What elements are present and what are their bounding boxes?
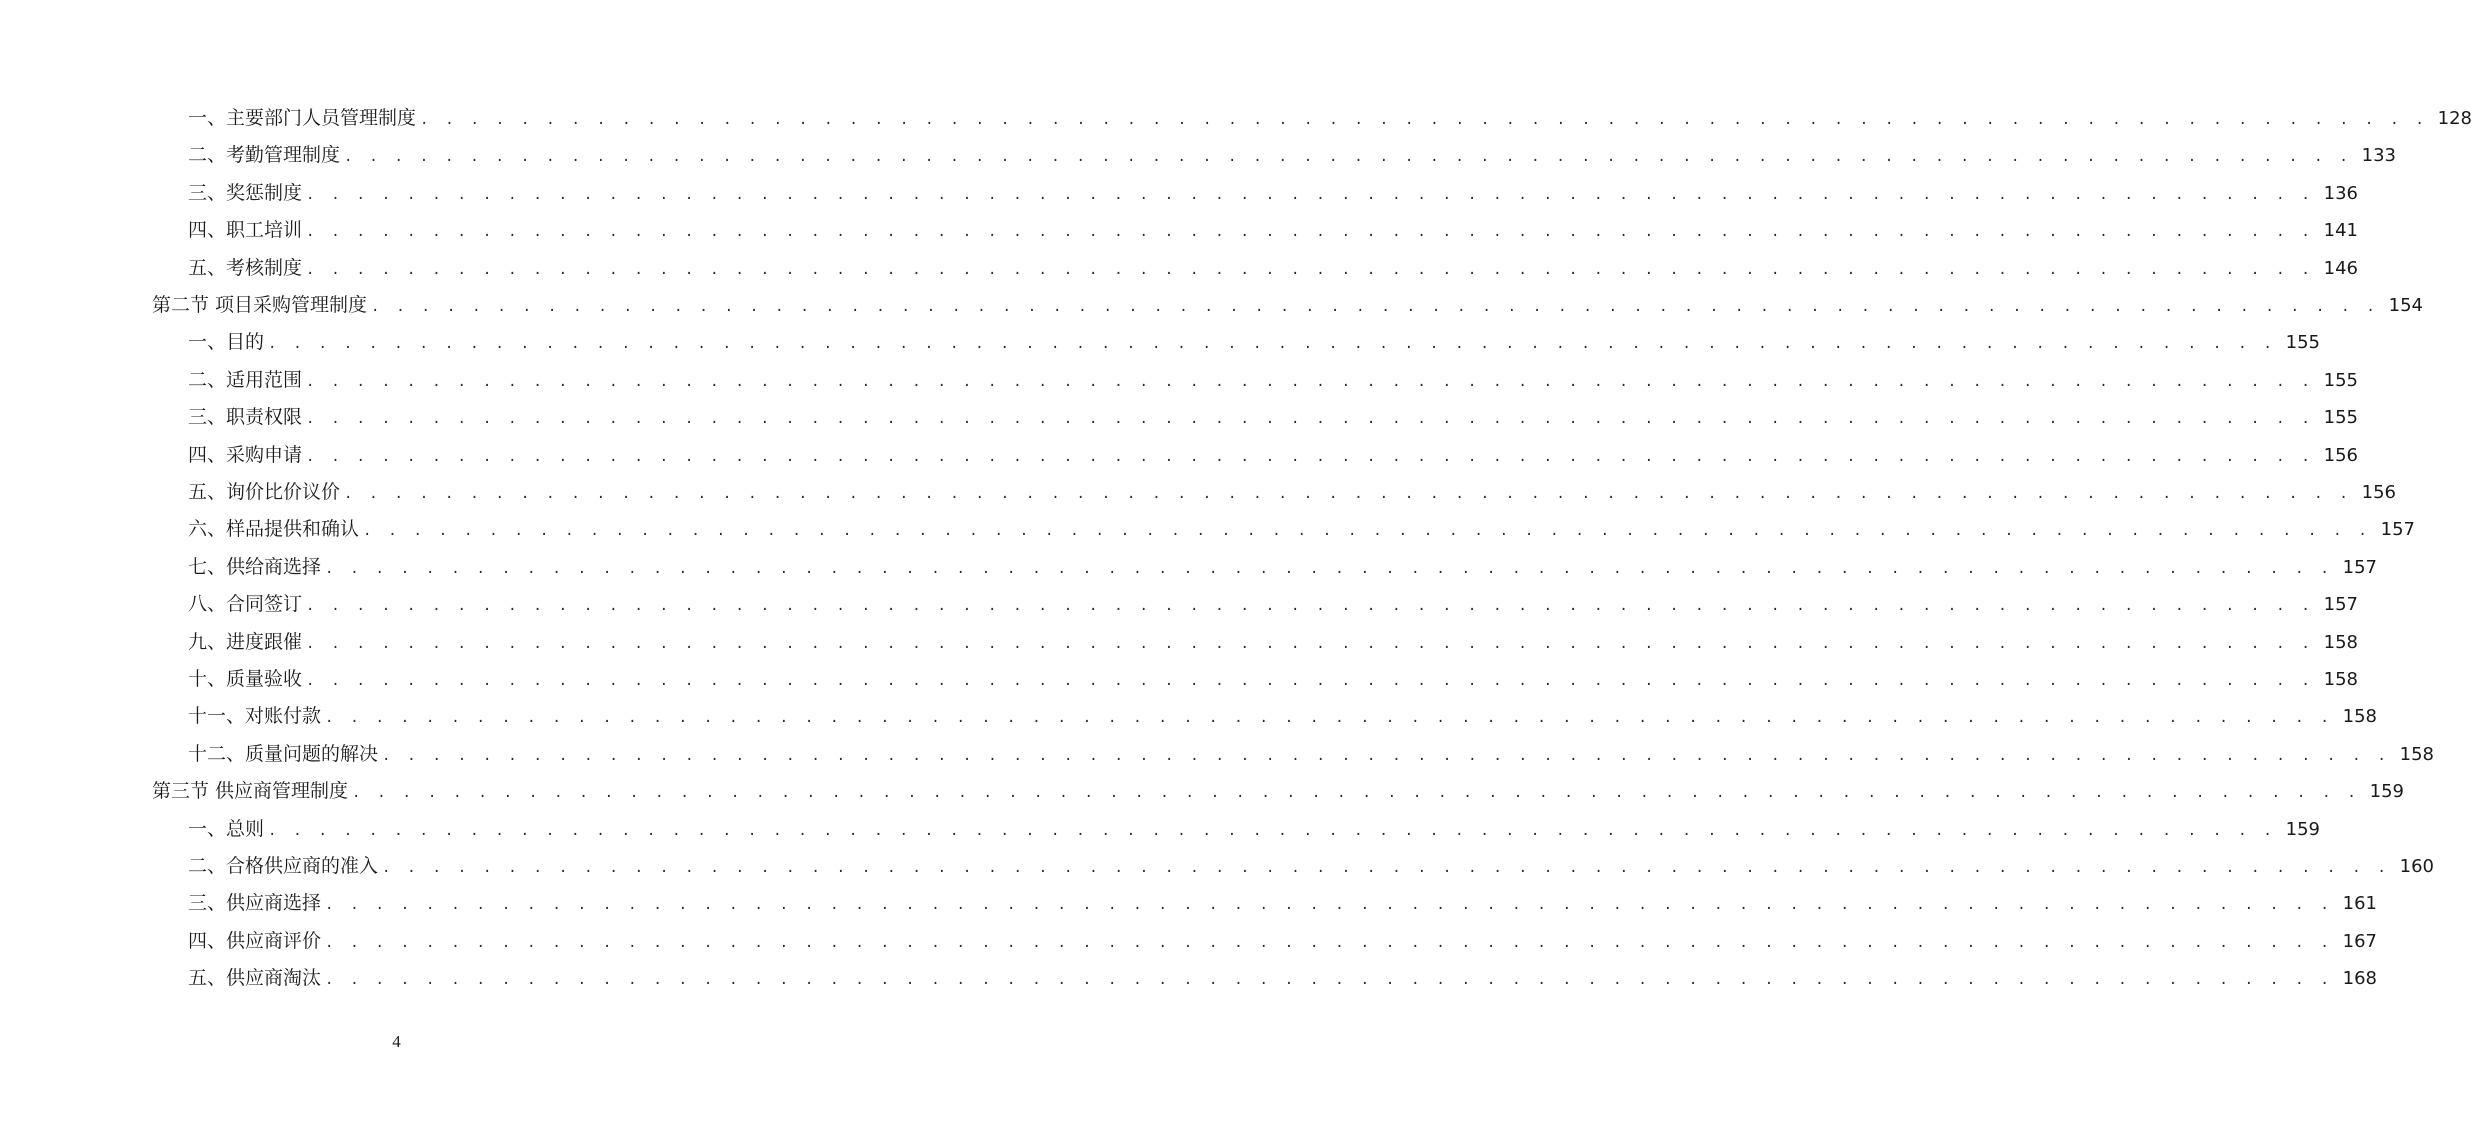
toc-entry-title: 四、职工培训: [188, 219, 303, 242]
toc-section-entry[interactable]: [0, 287, 2424, 324]
toc-entry-page: 128: [2437, 108, 2472, 129]
toc-dot-leader: . . . . . . . . . . . . . . . . . . . . . . . . . . . . . . . . . . . . . . . . . . . . . . . . . . . . . . . . . . . . . . . . . . . . . . . . . . . . . . . .: [306, 224, 2314, 241]
toc-dot-leader: . . . . . . . . . . . . . . . . . . . . . . . . . . . . . . . . . . . . . . . . . . . . . . . . . . . . . . . . . . . . . . . . . . . . . . . . . . . . . . . .: [363, 523, 2371, 540]
toc-entry-page: 157: [2323, 594, 2358, 616]
toc-entry-page: 158: [2323, 631, 2358, 653]
toc-entry[interactable]: [0, 175, 2358, 212]
toc-dot-leader: . . . . . . . . . . . . . . . . . . . . . . . . . . . . . . . . . . . . . . . . . . . . . . . . . . . . . . . . . . . . . . . . . . . . . . . . . . . . . . . .: [306, 448, 2314, 465]
toc-entry-title: 九、进度跟催: [188, 630, 303, 653]
toc-entry[interactable]: [0, 736, 2434, 773]
toc-entry-page: 157: [2380, 519, 2415, 541]
toc-entry[interactable]: [0, 698, 2377, 735]
toc-dot-leader: . . . . . . . . . . . . . . . . . . . . . . . . . . . . . . . . . . . . . . . . . . . . . . . . . . . . . . . . . . . . . . . . . . . . . . . . . . . . . . . .: [325, 560, 2333, 577]
toc-entry[interactable]: [0, 137, 2396, 174]
toc-dot-leader: . . . . . . . . . . . . . . . . . . . . . . . . . . . . . . . . . . . . . . . . . . . . . . . . . . . . . . . . . . . . . . . . . . . . . . . . . . . . . . . .: [325, 934, 2333, 951]
toc-entry-page: 155: [2323, 369, 2358, 391]
toc-entry[interactable]: [0, 811, 2320, 848]
toc-entry[interactable]: [0, 324, 2320, 361]
toc-entry-page: 157: [2342, 556, 2377, 578]
toc-dot-leader: . . . . . . . . . . . . . . . . . . . . . . . . . . . . . . . . . . . . . . . . . . . . . . . . . . . . . . . . . . . . . . . . . . . . . . . . . . . . . . . .: [268, 336, 2276, 353]
toc-entry-page: 159: [2369, 781, 2405, 803]
toc-entry-title: 十一、对账付款: [188, 705, 322, 728]
toc-entry-title: 六、样品提供和确认: [188, 518, 360, 541]
toc-entry-page: 167: [2342, 930, 2377, 952]
toc-dot-leader: . . . . . . . . . . . . . . . . . . . . . . . . . . . . . . . . . . . . . . . . . . . . . . . . . . . . . . . . . . . . . . . . . . . . . . . . . . . . . . . .: [306, 411, 2314, 428]
toc-entry-title: 二、合格供应商的准入: [188, 855, 379, 877]
toc-entry-page: 158: [2399, 743, 2434, 765]
toc-entry-title: 八、合同签订: [188, 593, 303, 616]
toc-entry-page: 161: [2342, 893, 2377, 915]
toc-entry-page: 154: [2388, 295, 2424, 316]
toc-dot-leader: . . . . . . . . . . . . . . . . . . . . . . . . . . . . . . . . . . . . . . . . . . . . . . . . . . . . . . . . . . . . . . . . . . . . . . . . . . . . . . . .: [325, 710, 2333, 727]
toc-dot-leader: . . . . . . . . . . . . . . . . . . . . . . . . . . . . . . . . . . . . . . . . . . . . . . . . . . . . . . . . . . . . . . . . . . . . . . . . . . . . . . . .: [306, 186, 2314, 203]
toc-dot-leader: . . . . . . . . . . . . . . . . . . . . . . . . . . . . . . . . . . . . . . . . . . . . . . . . . . . . . . . . . . . . . . . . . . . . . . . . . . . . . . . .: [306, 373, 2314, 390]
toc-dot-leader: . . . . . . . . . . . . . . . . . . . . . . . . . . . . . . . . . . . . . . . . . . . . . . . . . . . . . . . . . . . . . . . . . . . . . . . . . . . . . . . .: [352, 785, 2361, 802]
toc-entry[interactable]: [0, 362, 2358, 399]
toc-dot-leader: . . . . . . . . . . . . . . . . . . . . . . . . . . . . . . . . . . . . . . . . . . . . . . . . . . . . . . . . . . . . . . . . . . . . . . . . . . . . . . . .: [306, 673, 2314, 689]
toc-entry-title: 三、职责权限: [188, 406, 303, 429]
toc-entry-title: 二、适用范围: [188, 368, 303, 391]
toc-dot-leader: . . . . . . . . . . . . . . . . . . . . . . . . . . . . . . . . . . . . . . . . . . . . . . . . . . . . . . . . . . . . . . . . . . . . . . . . . . . . . . . .: [382, 860, 2390, 876]
toc-entry[interactable]: [0, 474, 2396, 511]
toc-entry-page: 146: [2323, 257, 2358, 279]
toc-entry-page: 160: [2399, 856, 2434, 877]
toc-dot-leader: . . . . . . . . . . . . . . . . . . . . . . . . . . . . . . . . . . . . . . . . . . . . . . . . . . . . . . . . . . . . . . . . . . . . . . . . . . . . . . . .: [420, 112, 2428, 128]
toc-section-entry[interactable]: [0, 773, 2405, 810]
toc-dot-leader: . . . . . . . . . . . . . . . . . . . . . . . . . . . . . . . . . . . . . . . . . . . . . . . . . . . . . . . . . . . . . . . . . . . . . . . . . . . . . . . .: [306, 261, 2314, 278]
toc-entry-title: 一、目的: [188, 331, 265, 354]
toc-entry-title: 四、采购申请: [188, 443, 303, 466]
toc-entry-title: 七、供给商选择: [188, 555, 322, 578]
toc-entry-page: 168: [2342, 968, 2377, 990]
toc-entry[interactable]: [0, 624, 2358, 661]
toc-entry-title: 三、供应商选择: [188, 892, 322, 915]
toc-entry-title: 五、供应商淘汰: [188, 967, 322, 990]
toc-dot-leader: . . . . . . . . . . . . . . . . . . . . . . . . . . . . . . . . . . . . . . . . . . . . . . . . . . . . . . . . . . . . . . . . . . . . . . . . . . . . . . . .: [325, 972, 2333, 989]
toc-entry-title: 一、总则: [188, 817, 265, 840]
toc-entry[interactable]: [0, 100, 2472, 137]
toc-dot-leader: . . . . . . . . . . . . . . . . . . . . . . . . . . . . . . . . . . . . . . . . . . . . . . . . . . . . . . . . . . . . . . . . . . . . . . . . . . . . . . . .: [344, 149, 2352, 166]
toc-dot-leader: . . . . . . . . . . . . . . . . . . . . . . . . . . . . . . . . . . . . . . . . . . . . . . . . . . . . . . . . . . . . . . . . . . . . . . . . . . . . . . . .: [306, 598, 2314, 615]
toc-entry[interactable]: [0, 250, 2358, 287]
toc-entry-title: 十二、质量问题的解决: [188, 742, 379, 765]
page-number: 4: [392, 1032, 401, 1051]
toc-dot-leader: . . . . . . . . . . . . . . . . . . . . . . . . . . . . . . . . . . . . . . . . . . . . . . . . . . . . . . . . . . . . . . . . . . . . . . . . . . . . . . . .: [382, 747, 2390, 764]
toc-entry-page: 156: [2361, 482, 2396, 503]
toc-entry-page: 155: [2323, 407, 2358, 429]
toc-entry[interactable]: [0, 960, 2377, 997]
toc-entry[interactable]: [0, 661, 2358, 698]
toc-entry-title: 第三节 供应商管理制度: [152, 780, 349, 803]
toc-entry-page: 155: [2285, 332, 2320, 354]
toc-entry-page: 141: [2323, 220, 2358, 242]
toc-entry-page: 156: [2323, 444, 2358, 466]
toc-entry-title: 一、主要部门人员管理制度: [188, 107, 417, 129]
toc-entry-title: 四、供应商评价: [188, 929, 322, 952]
toc-entry-page: 158: [2323, 669, 2358, 690]
toc-entry-title: 五、询价比价议价: [188, 481, 341, 503]
toc-dot-leader: . . . . . . . . . . . . . . . . . . . . . . . . . . . . . . . . . . . . . . . . . . . . . . . . . . . . . . . . . . . . . . . . . . . . . . . . . . . . . . . .: [306, 635, 2314, 652]
toc-entry-page: 136: [2323, 182, 2358, 204]
toc-entry-title: 三、奖惩制度: [188, 181, 303, 204]
toc-entry[interactable]: [0, 212, 2358, 249]
toc-entry[interactable]: [0, 399, 2358, 436]
toc-dot-leader: . . . . . . . . . . . . . . . . . . . . . . . . . . . . . . . . . . . . . . . . . . . . . . . . . . . . . . . . . . . . . . . . . . . . . . . . . . . . . . . .: [344, 486, 2352, 502]
toc-entry-title: 十、质量验收: [188, 668, 303, 690]
toc-entry[interactable]: [0, 511, 2415, 548]
toc-entry-title: 二、考勤管理制度: [188, 144, 341, 167]
toc-entry[interactable]: [0, 923, 2377, 960]
toc-entry[interactable]: [0, 549, 2377, 586]
toc-entry-page: 159: [2285, 818, 2320, 840]
toc-dot-leader: . . . . . . . . . . . . . . . . . . . . . . . . . . . . . . . . . . . . . . . . . . . . . . . . . . . . . . . . . . . . . . . . . . . . . . . . . . . . . . . .: [268, 822, 2276, 839]
toc-dot-leader: . . . . . . . . . . . . . . . . . . . . . . . . . . . . . . . . . . . . . . . . . . . . . . . . . . . . . . . . . . . . . . . . . . . . . . . . . . . . . . . .: [371, 299, 2380, 315]
toc-dot-leader: . . . . . . . . . . . . . . . . . . . . . . . . . . . . . . . . . . . . . . . . . . . . . . . . . . . . . . . . . . . . . . . . . . . . . . . . . . . . . . . .: [325, 897, 2333, 914]
toc-entry-title: 第二节 项目采购管理制度: [152, 294, 368, 316]
toc-entry[interactable]: [0, 848, 2434, 885]
toc-entry[interactable]: [0, 885, 2377, 922]
toc-entry-title: 五、考核制度: [188, 256, 303, 279]
toc-entry[interactable]: [0, 586, 2358, 623]
toc-entry-page: 133: [2361, 145, 2396, 167]
toc-entry[interactable]: [0, 437, 2358, 474]
toc-entry-page: 158: [2342, 706, 2377, 728]
